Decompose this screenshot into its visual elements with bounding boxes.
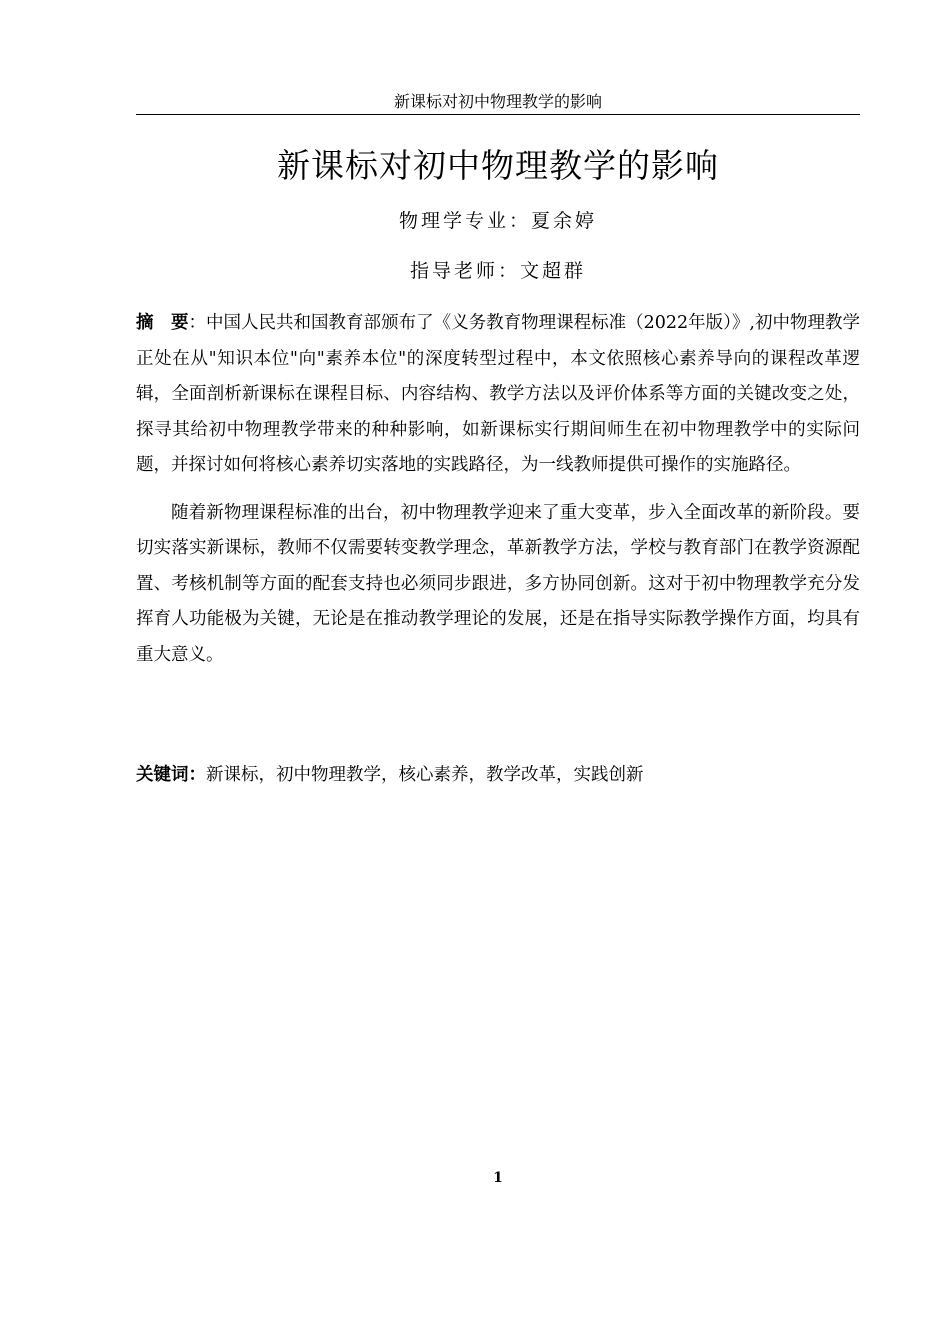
- keywords-line: [136, 758, 860, 794]
- abstract-colon: ：: [188, 313, 207, 333]
- running-header: 新课标对初中物理教学的影响: [136, 90, 860, 115]
- abstract-section: [136, 306, 860, 685]
- paper-title: 新课标对初中物理教学的影响: [277, 146, 719, 185]
- advisor-line: 指导老师：文超群: [409, 260, 586, 282]
- major-author-line: 物理学专业：夏余婷: [398, 210, 597, 232]
- abstract-label: 摘 要: [136, 313, 189, 333]
- abstract-text-1: 中国人民共和国教育部颁布了《义务教育物理课程标准（2022年版）》,初中物理教学正处在从"知识本位"向"素养本位"的深度转型过程中，本文依照核心素养导向的课程改革逻辑，全面剖析新课标在课程目标、内容结构、教学方法以及评价体系等方面的关键改变之处，探寻其给初中物理教学带来的种种影响，如新课标实行期间师生在初中物理教学中的实际问题，并探讨如何将核心素养切实落地的实践路径，为一线教师提供可操作的实施路径。: [136, 313, 861, 475]
- keywords-text: 新课标，初中物理教学，核心素养，教学改革，实践创新: [206, 765, 644, 785]
- keywords-label: 关键词：: [136, 765, 206, 785]
- abstract-paragraph-1: [136, 306, 860, 484]
- abstract-paragraph-2: 随着新物理课程标准的出台，初中物理教学迎来了重大变革，步入全面改革的新阶段。要切实落实新课标，教师不仅需要转变教学理念，革新教学方法，学校与教育部门在教学资源配置、考核机制等方面的配套支持也必须同步跟进，多方协同创新。这对于初中物理教学充分发挥育人功能极为关键，无论是在推动教学理论的发展，还是在指导实际教学操作方面，均具有重大意义。: [136, 502, 860, 665]
- page-number: 1: [493, 1170, 503, 1186]
